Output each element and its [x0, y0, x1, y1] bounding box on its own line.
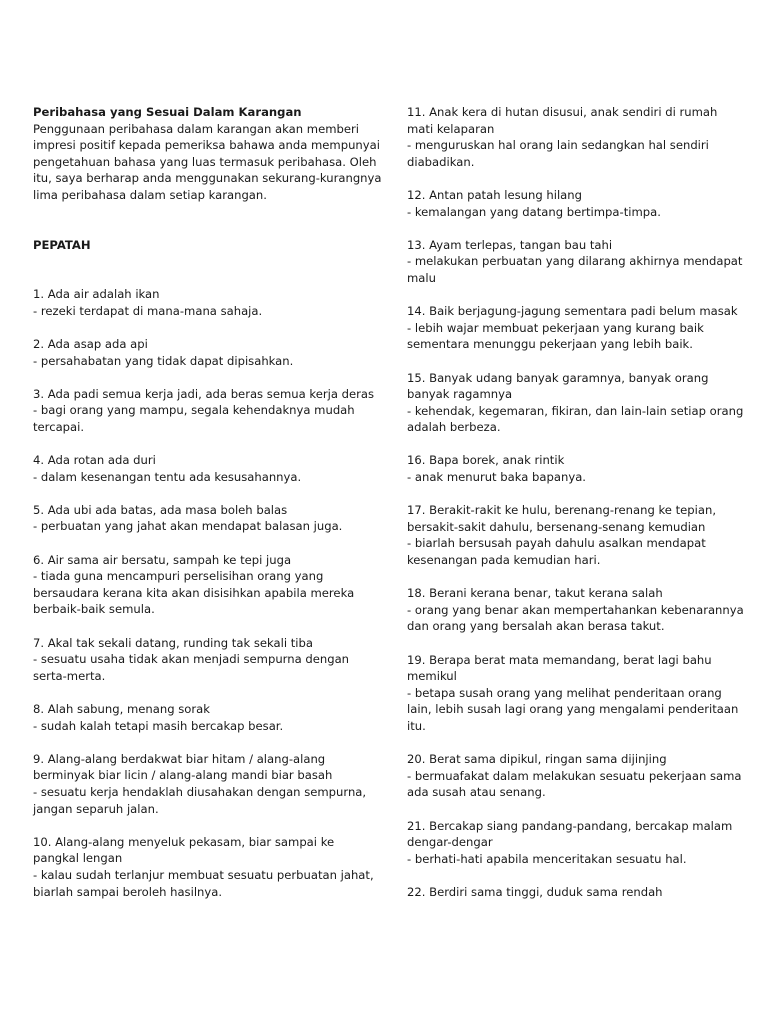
proverb-entry	[407, 884, 747, 901]
proverb-meaning: - biarlah bersusah payah dahulu asalkan mendapat kesenangan pada kemudian hari.	[407, 536, 706, 568]
proverb-meaning: - sesuatu kerja hendaklah diusahakan dengan sempurna, jangan separuh jalan.	[33, 784, 367, 816]
proverb-text: 22. Berdiri sama tinggi, duduk sama rendah	[407, 884, 663, 899]
proverb-entry	[33, 552, 383, 618]
proverb-meaning: - kehendak, kegemaran, fikiran, dan lain-lain setiap orang adalah berbeza.	[407, 403, 744, 435]
section-heading: PEPATAH	[33, 237, 91, 252]
proverb-entry	[33, 635, 383, 685]
proverb-text: 21. Bercakap siang pandang-pandang, bercakap malam dengar-dengar	[407, 818, 733, 850]
proverb-text: 20. Berat sama dipikul, ringan sama dijinjing	[407, 752, 667, 767]
proverb-entry	[33, 502, 383, 535]
proverb-meaning: - persahabatan yang tidak dapat dipisahkan.	[33, 353, 294, 368]
proverb-meaning: - betapa susah orang yang melihat penderitaan orang lain, lebih susah lagi orang yang mengalami penderitaan itu.	[407, 685, 739, 733]
proverb-meaning: - perbuatan yang jahat akan mendapat balasan juga.	[33, 519, 343, 534]
proverb-entry	[33, 751, 383, 817]
document-title: Peribahasa yang Sesuai Dalam Karangan	[33, 105, 302, 119]
proverb-meaning: - menguruskan hal orang lain sedangkan hal sendiri diabadikan.	[407, 138, 709, 169]
proverb-meaning: - kemalangan yang datang bertimpa-timpa.	[407, 204, 661, 219]
proverb-text: 6. Air sama air bersatu, sampah ke tepi juga	[33, 552, 292, 567]
proverb-text: 9. Alang-alang berdakwat biar hitam / alang-alang berminyak biar licin / alang-alang mandi biar basah	[33, 751, 333, 783]
proverb-text: 8. Alah sabung, menang sorak	[33, 702, 210, 716]
proverb-entry	[33, 701, 383, 734]
proverb-entry	[407, 452, 747, 485]
proverb-text: 2. Ada asap ada api	[33, 336, 148, 351]
proverb-entry	[33, 452, 383, 485]
proverb-entry	[407, 370, 747, 436]
proverb-text: 18. Berani kerana benar, takut kerana salah	[407, 586, 663, 601]
proverb-meaning: - sudah kalah tetapi masih bercakap besar.	[33, 718, 284, 733]
proverb-meaning: - bagi orang yang mampu, segala kehendaknya mudah tercapai.	[33, 403, 355, 434]
proverb-text: 16. Bapa borek, anak rintik	[407, 453, 565, 468]
proverb-entry	[407, 585, 747, 635]
proverb-meaning: - rezeki terdapat di mana-mana sahaja.	[33, 303, 263, 318]
intro-paragraph: Penggunaan peribahasa dalam karangan akan memberi impresi positif kepada pemeriksa bahawa anda mempunyai pengetahuan bahasa yang luas termasuk peribahasa. Oleh itu, saya berharap anda menggunakan sekurang-kurangnya lima peribahasa dalam setiap karangan.	[33, 121, 382, 202]
proverb-entry	[33, 336, 383, 369]
proverb-entry	[33, 286, 383, 319]
proverb-meaning: - anak menurut baka bapanya.	[407, 470, 586, 485]
proverb-entry	[407, 652, 747, 735]
proverb-meaning: - kalau sudah terlanjur membuat sesuatu perbuatan jahat, biarlah sampai beroleh hasilnya.	[33, 867, 374, 899]
proverb-entry	[407, 502, 747, 568]
proverb-text: 7. Akal tak sekali datang, runding tak sekali tiba	[33, 635, 313, 650]
proverb-meaning: - dalam kesenangan tentu ada kesusahannya.	[33, 469, 302, 484]
proverb-text: 10. Alang-alang menyeluk pekasam, biar sampai ke pangkal lengan	[33, 834, 335, 866]
proverb-meaning: - tiada guna mencampuri perselisihan orang yang bersaudara kerana kita akan disisihkan apabila mereka berbaik-baik semula.	[33, 569, 355, 617]
proverb-text: 15. Banyak udang banyak garamnya, banyak orang banyak ragamnya	[407, 370, 709, 402]
proverb-entry	[407, 751, 747, 801]
proverb-meaning: - orang yang benar akan mempertahankan kebenarannya dan orang yang bersalah akan berasa takut.	[407, 602, 744, 634]
proverb-entry	[407, 187, 747, 220]
proverb-entry	[33, 834, 383, 900]
proverb-text: 4. Ada rotan ada duri	[33, 453, 156, 468]
proverb-meaning: - sesuatu usaha tidak akan menjadi sempurna dengan serta-merta.	[33, 652, 350, 683]
proverb-entry	[407, 818, 747, 868]
proverb-text: 13. Ayam terlepas, tangan bau tahi	[407, 237, 613, 252]
proverb-meaning: - berhati-hati apabila menceritakan sesuatu hal.	[407, 851, 687, 866]
proverb-entry	[407, 237, 747, 287]
proverb-entry	[33, 386, 383, 436]
proverb-meaning: - melakukan perbuatan yang dilarang akhirnya mendapat malu	[407, 254, 743, 285]
proverb-text: 19. Berapa berat mata memandang, berat lagi bahu memikul	[407, 652, 712, 684]
proverb-meaning: - lebih wajar membuat pekerjaan yang kurang baik sementara menunggu pekerjaan yang lebih baik.	[407, 320, 704, 352]
proverb-meaning: - bermuafakat dalam melakukan sesuatu pekerjaan sama ada susah atau senang.	[407, 768, 742, 800]
proverb-entry	[407, 303, 747, 353]
left-column	[33, 104, 383, 917]
proverb-text: 1. Ada air adalah ikan	[33, 287, 160, 302]
proverb-entry	[407, 104, 747, 170]
proverb-text: 11. Anak kera di hutan disusui, anak sendiri di rumah mati kelaparan	[407, 105, 718, 136]
right-column	[407, 104, 747, 917]
proverb-text: 14. Baik berjagung-jagung sementara padi belum masak	[407, 304, 738, 319]
proverb-text: 12. Antan patah lesung hilang	[407, 187, 582, 202]
proverb-text: 3. Ada padi semua kerja jadi, ada beras semua kerja deras	[33, 386, 375, 401]
proverb-text: 5. Ada ubi ada batas, ada masa boleh balas	[33, 502, 288, 517]
proverb-text: 17. Berakit-rakit ke hulu, berenang-renang ke tepian, bersakit-sakit dahulu, bersenang-senang kemudian	[407, 503, 717, 534]
